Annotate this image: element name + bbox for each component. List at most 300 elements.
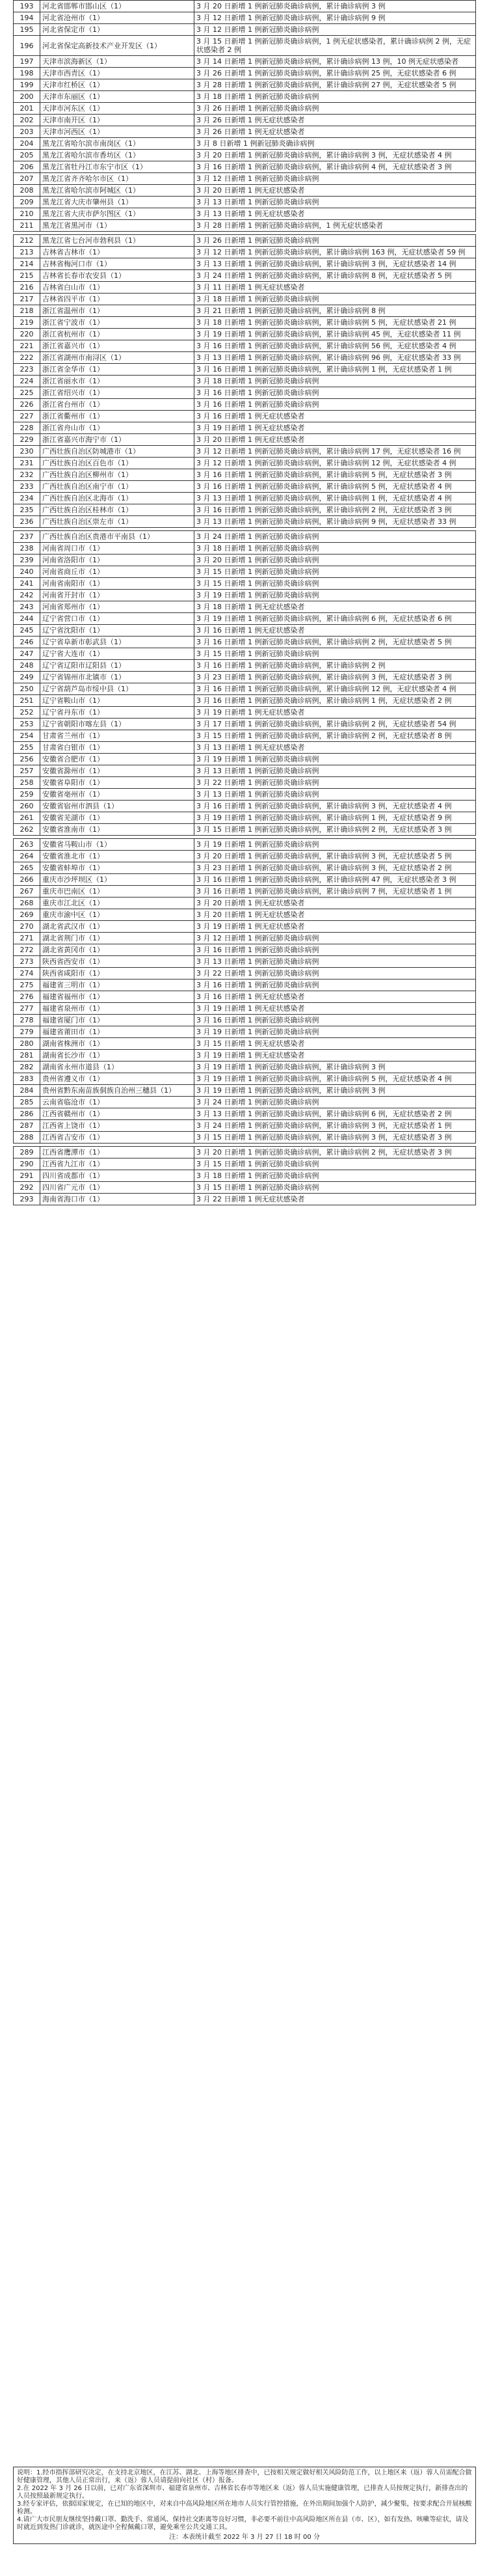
row-number-cell: 293 (14, 1194, 40, 1205)
case-note-cell: 3 月 8 日新增 1 例新冠肺炎确诊病例 (194, 138, 476, 150)
case-note-cell: 3 月 22 日新增 1 例新冠肺炎确诊病例 (194, 968, 476, 980)
table-row (14, 1158, 476, 1170)
case-note-cell: 3 月 19 日新增 1 例新冠肺炎确诊病例，累计确诊病例 45 例，无症状感染者 11 例 (194, 329, 476, 340)
row-number-cell: 235 (14, 504, 40, 516)
row-number-cell: 208 (14, 185, 40, 197)
row-number-cell: 207 (14, 173, 40, 185)
table-row (14, 504, 476, 516)
case-note-cell: 3 月 15 日新增 1 例新冠肺炎确诊病例 (194, 1158, 476, 1170)
risk-area-table (13, 1146, 476, 1205)
row-number-cell: 201 (14, 103, 40, 115)
table-row (14, 824, 476, 836)
case-note-cell: 3 月 19 日新增 1 例无症状感染者 (194, 422, 476, 434)
case-note-cell: 3 月 13 日新增 1 例无症状感染者 (194, 208, 476, 220)
note-line: 2.在 2022 年 3 月 26 日以前，已对广东省深圳市、福建省泉州市、吉林省长春市等地区来（返）蓉人员实施健康管理，已排查人员按规定执行，新排查出的人员按照最新规定执行。 (17, 2485, 468, 2500)
table-row (14, 874, 476, 886)
row-number-cell: 274 (14, 968, 40, 980)
note-line: 3.经专家评估，依据国家规定，在已知的地区中，对来自中高风险地区所在地市人员实行管控措施，在外出期间加强个人防护，减少聚集，按要求配合开展核酸检测。 (17, 2501, 472, 2515)
table-row (14, 329, 476, 340)
row-number-cell: 203 (14, 126, 40, 138)
row-number-cell: 275 (14, 980, 40, 991)
table-row (14, 235, 476, 247)
row-number-cell: 256 (14, 754, 40, 765)
case-note-cell: 3 月 19 日新增 1 例无症状感染者 (194, 1003, 476, 1015)
row-number-cell: 270 (14, 921, 40, 933)
case-note-cell: 3 月 15 日新增 1 例新冠肺炎确诊病例，累计确诊病例 2 例，无症状感染者 8 例 (194, 730, 476, 742)
table-row (14, 968, 476, 980)
case-note-cell: 3 月 20 日新增 1 例新冠肺炎确诊病例，累计确诊病例 3 例 (194, 1, 476, 12)
notes-lines (17, 2469, 472, 2532)
table-row (14, 660, 476, 672)
area-name-cell: 辽宁省朝阳市喀左县（1） (40, 719, 194, 730)
row-number-cell: 276 (14, 991, 40, 1003)
case-note-cell: 3 月 15 日新增 1 例新冠肺炎确诊病例 (194, 1182, 476, 1194)
row-number-cell: 262 (14, 824, 40, 836)
area-name-cell: 河北省邯郸市邯山区（1） (40, 1, 194, 12)
case-note-cell: 3 月 16 日新增 1 例新冠肺炎确诊病例 (194, 980, 476, 991)
row-number-cell: 279 (14, 1026, 40, 1038)
table-row (14, 1015, 476, 1026)
row-number-cell: 244 (14, 613, 40, 625)
area-name-cell: 湖北省武汉市（1） (40, 921, 194, 933)
row-number-cell: 217 (14, 294, 40, 305)
row-number-cell: 290 (14, 1158, 40, 1170)
table-row (14, 208, 476, 220)
row-number-cell: 284 (14, 1085, 40, 1097)
row-number-cell: 243 (14, 601, 40, 613)
row-number-cell: 242 (14, 590, 40, 601)
table-row (14, 956, 476, 968)
table-row (14, 247, 476, 258)
area-name-cell: 黑龙江省大庆市肇州县（1） (40, 197, 194, 208)
table-row (14, 1, 476, 12)
case-note-cell: 3 月 16 日新增 1 例新冠肺炎确诊病例，累计确诊病例 2 例，无症状感染者 5 例 (194, 637, 476, 648)
area-name-cell: 吉林省梅河口市（1） (40, 258, 194, 270)
case-note-cell: 3 月 16 日新增 1 例新冠肺炎确诊病例，累计确诊病例 1 例，无症状感染者 1 例 (194, 364, 476, 376)
row-number-cell: 254 (14, 730, 40, 742)
row-number-cell: 240 (14, 566, 40, 578)
table-row (14, 305, 476, 317)
row-number-cell: 238 (14, 543, 40, 555)
area-name-cell: 黑龙江省哈尔滨市香坊区（1） (40, 150, 194, 161)
case-note-cell: 3 月 19 日新增 1 例新冠肺炎确诊病例 (194, 839, 476, 851)
case-note-cell: 3 月 16 日新增 1 例新冠肺炎确诊病例，累计确诊病例 47 例，无症状感染者 3 例 (194, 874, 476, 886)
area-name-cell: 浙江省宁波市（1） (40, 317, 194, 329)
row-number-cell: 250 (14, 683, 40, 695)
row-number-cell: 281 (14, 1050, 40, 1062)
area-name-cell: 广西壮族自治区柳州市（1） (40, 469, 194, 481)
area-name-cell: 浙江省嘉兴市海宁市（1） (40, 434, 194, 446)
row-number-cell: 234 (14, 493, 40, 504)
area-name-cell: 天津市西青区（1） (40, 68, 194, 79)
area-name-cell: 安徽省滁州市（1） (40, 765, 194, 777)
table-row (14, 1120, 476, 1132)
area-name-cell: 福建省泉州市（1） (40, 1003, 194, 1015)
area-name-cell: 河北省保定市（1） (40, 24, 194, 36)
table-row (14, 376, 476, 387)
row-number-cell: 214 (14, 258, 40, 270)
row-number-cell: 255 (14, 742, 40, 754)
table-row (14, 839, 476, 851)
table-row (14, 754, 476, 765)
table-row (14, 1038, 476, 1050)
row-number-cell: 257 (14, 765, 40, 777)
table-row (14, 897, 476, 909)
area-name-cell: 安徽省亳州市（1） (40, 789, 194, 801)
row-number-cell: 239 (14, 555, 40, 566)
row-number-cell: 228 (14, 422, 40, 434)
case-note-cell: 3 月 24 日新增 1 例新冠肺炎确诊病例，累计确诊病例 8 例，无症状感染者 5 例 (194, 270, 476, 282)
case-note-cell: 3 月 20 日新增 1 例无症状感染者 (194, 185, 476, 197)
row-number-cell: 227 (14, 411, 40, 422)
table-row (14, 933, 476, 944)
case-note-cell: 3 月 24 日新增 1 例新冠肺炎确诊病例 (194, 531, 476, 543)
row-number-cell: 200 (14, 91, 40, 103)
row-number-cell: 251 (14, 695, 40, 707)
area-name-cell: 海南省海口市（1） (40, 1194, 194, 1205)
row-number-cell: 286 (14, 1108, 40, 1120)
table-block (13, 838, 476, 1144)
table-row (14, 270, 476, 282)
case-note-cell: 3 月 16 日新增 1 例新冠肺炎确诊病例，累计确诊病例 56 例，无症状感染者 4 例 (194, 340, 476, 352)
table-block (13, 530, 476, 836)
area-name-cell: 安徽省宿州市泗县（1） (40, 801, 194, 812)
area-name-cell: 四川省广元市（1） (40, 1182, 194, 1194)
case-note-cell: 3 月 19 日新增 1 例新冠肺炎确诊病例，累计确诊病例 1 例，无症状感染者 9 例 (194, 812, 476, 824)
case-note-cell: 3 月 18 日新增 1 例新冠肺炎确诊病例 (194, 1170, 476, 1182)
row-number-cell: 233 (14, 481, 40, 493)
case-note-cell: 3 月 15 日新增 1 例新冠肺炎确诊病例，累计确诊病例 3 例，无症状感染者 3 例 (194, 1132, 476, 1144)
case-note-cell: 3 月 16 日新增 1 例新冠肺炎确诊病例，累计确诊病例 7 例，无症状感染者 1 例 (194, 886, 476, 897)
table-row (14, 1147, 476, 1158)
case-note-cell: 3 月 19 日新增 1 例新冠肺炎确诊病例，累计确诊病例 5 例，无症状感染者 4 例 (194, 1073, 476, 1085)
row-number-cell: 249 (14, 672, 40, 683)
table-row (14, 317, 476, 329)
area-name-cell: 安徽省蚌埠市（1） (40, 862, 194, 874)
area-name-cell: 江西省九江市（1） (40, 1158, 194, 1170)
row-number-cell: 252 (14, 707, 40, 719)
table-row (14, 590, 476, 601)
area-name-cell: 安徽省芜湖市（1） (40, 812, 194, 824)
area-name-cell: 安徽省马鞍山市（1） (40, 839, 194, 851)
case-note-cell: 3 月 28 日新增 1 例新冠肺炎确诊病例，累计确诊病例 27 例，无症状感染者 5 例 (194, 79, 476, 91)
table-row (14, 862, 476, 874)
area-name-cell: 广西壮族自治区百色市（1） (40, 458, 194, 469)
table-row (14, 991, 476, 1003)
case-note-cell: 3 月 13 日新增 1 例新冠肺炎确诊病例 (194, 197, 476, 208)
table-row (14, 282, 476, 294)
area-name-cell: 辽宁省阜新市彰武县（1） (40, 637, 194, 648)
case-note-cell: 3 月 18 日新增 1 例新冠肺炎确诊病例 (194, 543, 476, 555)
area-name-cell: 辽宁省营口市（1） (40, 613, 194, 625)
row-number-cell: 258 (14, 777, 40, 789)
case-note-cell: 3 月 16 日新增 1 例新冠肺炎确诊病例 (194, 944, 476, 956)
area-name-cell: 浙江省温州市（1） (40, 305, 194, 317)
table-row (14, 765, 476, 777)
row-number-cell: 264 (14, 851, 40, 862)
table-row (14, 1097, 476, 1108)
case-note-cell: 3 月 13 日新增 1 例新冠肺炎确诊病例，累计确诊病例 9 例，无症状感染者 33 例 (194, 516, 476, 528)
table-row (14, 543, 476, 555)
area-name-cell: 重庆市沙坪坝区（1） (40, 874, 194, 886)
table-row (14, 730, 476, 742)
table-row (14, 566, 476, 578)
table-row (14, 1026, 476, 1038)
area-name-cell: 重庆市江北区（1） (40, 897, 194, 909)
case-note-cell: 3 月 19 日新增 1 例新冠肺炎确诊病例 (194, 1026, 476, 1038)
case-note-cell: 3 月 11 日新增 1 例无症状感染者 (194, 282, 476, 294)
area-name-cell: 四川省成都市（1） (40, 1170, 194, 1182)
case-note-cell: 3 月 23 日新增 1 例新冠肺炎确诊病例，累计确诊病例 3 例，无症状感染者 2 例 (194, 862, 476, 874)
table-row (14, 197, 476, 208)
row-number-cell: 283 (14, 1073, 40, 1085)
table-row (14, 578, 476, 590)
row-number-cell: 224 (14, 376, 40, 387)
risk-area-tables (13, 0, 476, 1208)
table-row (14, 531, 476, 543)
table-row (14, 625, 476, 637)
row-number-cell: 269 (14, 909, 40, 921)
row-number-cell: 273 (14, 956, 40, 968)
case-note-cell: 3 月 15 日新增 1 例无症状感染者 (194, 1038, 476, 1050)
area-name-cell: 黑龙江省黑河市（1） (40, 220, 194, 232)
case-note-cell: 3 月 19 日新增 1 例新冠肺炎确诊病例 (194, 754, 476, 765)
area-name-cell: 黑龙江省哈尔滨市阿城区（1） (40, 185, 194, 197)
row-number-cell: 205 (14, 150, 40, 161)
area-name-cell: 浙江省杭州市（1） (40, 329, 194, 340)
row-number-cell: 219 (14, 317, 40, 329)
table-row (14, 648, 476, 660)
table-row (14, 1108, 476, 1120)
table-row (14, 719, 476, 730)
row-number-cell: 266 (14, 874, 40, 886)
row-number-cell: 237 (14, 531, 40, 543)
case-note-cell: 3 月 13 日新增 1 例新冠肺炎确诊病例 (194, 789, 476, 801)
case-note-cell: 3 月 13 日新增 1 例新冠肺炎确诊病例，累计确诊病例 3 例，无症状感染者 14 例 (194, 258, 476, 270)
row-number-cell: 236 (14, 516, 40, 528)
table-row (14, 695, 476, 707)
row-number-cell: 223 (14, 364, 40, 376)
note-line: 说明：1.经市指挥部研究决定，在支持北京地区，在江苏、湖北、上海等地区排查中，已按相关规定做好相关风险防范工作，以上地区来（返）蓉人员需配合做好健康管理，其他人员正常出行，来（返）蓉人员请提前向社区（村）报备。 (17, 2469, 472, 2484)
table-row (14, 789, 476, 801)
table-row (14, 126, 476, 138)
case-note-cell: 3 月 16 日新增 1 例新冠肺炎确诊病例 (194, 387, 476, 399)
case-note-cell: 3 月 15 日新增 1 例新冠肺炎确诊病例，累计确诊病例 2 例，无症状感染者 3 例 (194, 824, 476, 836)
case-note-cell: 3 月 26 日新增 1 例新冠肺炎确诊病例，累计确诊病例 25 例，无症状感染者 6 例 (194, 68, 476, 79)
case-note-cell: 3 月 20 日新增 1 例新冠肺炎确诊病例，累计确诊病例 2 例，无症状感染者 3 例 (194, 1147, 476, 1158)
row-number-cell: 245 (14, 625, 40, 637)
area-name-cell: 天津市东丽区（1） (40, 91, 194, 103)
case-note-cell: 3 月 22 日新增 1 例新冠肺炎确诊病例 (194, 777, 476, 789)
table-row (14, 851, 476, 862)
area-name-cell: 黑龙江省大庆市萨尔图区（1） (40, 208, 194, 220)
area-name-cell: 辽宁省葫芦岛市绥中县（1） (40, 683, 194, 695)
row-number-cell: 291 (14, 1170, 40, 1182)
table-row (14, 777, 476, 789)
table-row (14, 220, 476, 232)
table-row (14, 493, 476, 504)
row-number-cell: 232 (14, 469, 40, 481)
area-name-cell: 贵州省遵义市（1） (40, 1073, 194, 1085)
case-note-cell: 3 月 18 日新增 1 例新冠肺炎确诊病例 (194, 294, 476, 305)
row-number-cell: 289 (14, 1147, 40, 1158)
case-note-cell: 3 月 16 日新增 1 例无症状感染者 (194, 411, 476, 422)
table-row (14, 516, 476, 528)
case-note-cell: 3 月 12 日新增 1 例新冠肺炎确诊病例，累计确诊病例 17 例，无症状感染者 16 例 (194, 446, 476, 458)
area-name-cell: 福建省三明市（1） (40, 980, 194, 991)
table-row (14, 340, 476, 352)
table-row (14, 1182, 476, 1194)
area-name-cell: 广西壮族自治区桂林市（1） (40, 504, 194, 516)
area-name-cell: 天津市河西区（1） (40, 126, 194, 138)
area-name-cell: 河北省沧州市（1） (40, 12, 194, 24)
table-row (14, 36, 476, 56)
table-row (14, 294, 476, 305)
case-note-cell: 3 月 17 日新增 1 例新冠肺炎确诊病例，累计确诊病例 2 例，无症状感染者 54 例 (194, 719, 476, 730)
table-row (14, 387, 476, 399)
area-name-cell: 天津市南开区（1） (40, 115, 194, 126)
row-number-cell: 198 (14, 68, 40, 79)
row-number-cell: 216 (14, 282, 40, 294)
row-number-cell: 268 (14, 897, 40, 909)
case-note-cell: 3 月 16 日新增 1 例无症状感染者 (194, 991, 476, 1003)
area-name-cell: 安徽省淮北市（1） (40, 851, 194, 862)
row-number-cell: 260 (14, 801, 40, 812)
area-name-cell: 河南省周口市（1） (40, 543, 194, 555)
area-name-cell: 吉林省长春市农安县（1） (40, 270, 194, 282)
table-row (14, 683, 476, 695)
row-number-cell: 246 (14, 637, 40, 648)
table-row (14, 115, 476, 126)
row-number-cell: 285 (14, 1097, 40, 1108)
area-name-cell: 辽宁省辽阳市辽阳县（1） (40, 660, 194, 672)
case-note-cell: 3 月 26 日新增 1 例无症状感染者 (194, 115, 476, 126)
table-row (14, 886, 476, 897)
case-note-cell: 3 月 16 日新增 1 例无症状感染者 (194, 625, 476, 637)
table-row (14, 103, 476, 115)
table-row (14, 434, 476, 446)
case-note-cell: 3 月 21 日新增 1 例新冠肺炎确诊病例，累计确诊病例 8 例 (194, 305, 476, 317)
table-row (14, 1073, 476, 1085)
area-name-cell: 陕西省西安市（1） (40, 956, 194, 968)
area-name-cell: 吉林省四平市（1） (40, 294, 194, 305)
case-note-cell: 3 月 16 日新增 1 例新冠肺炎确诊病例，累计确诊病例 1 例，无症状感染者 2 例 (194, 695, 476, 707)
table-row (14, 458, 476, 469)
area-name-cell: 福建省福州市（1） (40, 991, 194, 1003)
risk-area-table (13, 838, 476, 1144)
table-row (14, 161, 476, 173)
case-note-cell: 3 月 23 日新增 1 例新冠肺炎确诊病例，累计确诊病例 3 例，无症状感染者 3 例 (194, 672, 476, 683)
case-note-cell: 3 月 15 日新增 1 例新冠肺炎确诊病例，1 例无症状感染者，累计确诊病例 2 例，无症状感染者 2 例 (194, 36, 476, 56)
table-row (14, 399, 476, 411)
area-name-cell: 重庆市渝中区（1） (40, 909, 194, 921)
row-number-cell: 212 (14, 235, 40, 247)
area-name-cell: 陕西省咸阳市（1） (40, 968, 194, 980)
case-note-cell: 3 月 16 日新增 1 例新冠肺炎确诊病例，累计确诊病例 5 例，无症状感染者 4 例 (194, 481, 476, 493)
case-note-cell: 3 月 15 日新增 1 例新冠肺炎确诊病例 (194, 648, 476, 660)
table-row (14, 56, 476, 68)
area-name-cell: 河南省郑州市（1） (40, 601, 194, 613)
case-note-cell: 3 月 12 日新增 1 例新冠肺炎确诊病例 (194, 173, 476, 185)
area-name-cell: 河南省洛阳市（1） (40, 555, 194, 566)
risk-area-table (13, 530, 476, 836)
table-row (14, 1170, 476, 1182)
case-note-cell: 3 月 16 日新增 1 例新冠肺炎确诊病例 (194, 1015, 476, 1026)
table-row (14, 91, 476, 103)
table-row (14, 150, 476, 161)
case-note-cell: 3 月 18 日新增 1 例无症状感染者 (194, 601, 476, 613)
case-note-cell: 3 月 28 日新增 1 例新冠肺炎确诊病例，1 例无症状感染者 (194, 220, 476, 232)
table-block (13, 0, 476, 232)
area-name-cell: 天津市红桥区（1） (40, 79, 194, 91)
area-name-cell: 浙江省衢州市（1） (40, 411, 194, 422)
case-note-cell: 3 月 24 日新增 1 例新冠肺炎确诊病例，累计确诊病例 3 例，无症状感染者 1 例 (194, 1120, 476, 1132)
table-row (14, 812, 476, 824)
area-name-cell: 黑龙江省齐齐哈尔市区（1） (40, 173, 194, 185)
row-number-cell: 292 (14, 1182, 40, 1194)
table-row (14, 12, 476, 24)
area-name-cell: 江西省吉安市（1） (40, 1132, 194, 1144)
table-row (14, 707, 476, 719)
table-row (14, 921, 476, 933)
area-name-cell: 湖南省长沙市（1） (40, 1050, 194, 1062)
table-row (14, 1085, 476, 1097)
case-note-cell: 3 月 20 日新增 1 例新冠肺炎确诊病例 (194, 555, 476, 566)
table-block (13, 1146, 476, 1205)
case-note-cell: 3 月 16 日新增 1 例新冠肺炎确诊病例，累计确诊病例 4 例，无症状感染者 3 例 (194, 161, 476, 173)
table-row (14, 1194, 476, 1205)
case-note-cell: 3 月 16 日新增 1 例新冠肺炎确诊病例，累计确诊病例 5 例，无症状感染者 3 例 (194, 469, 476, 481)
table-row (14, 352, 476, 364)
table-row (14, 801, 476, 812)
case-note-cell: 3 月 19 日新增 1 例无症状感染者 (194, 1050, 476, 1062)
case-note-cell: 3 月 24 日新增 1 例新冠肺炎确诊病例 (194, 1097, 476, 1108)
table-row (14, 1050, 476, 1062)
row-number-cell: 287 (14, 1120, 40, 1132)
table-row (14, 944, 476, 956)
row-number-cell: 218 (14, 305, 40, 317)
row-number-cell: 230 (14, 446, 40, 458)
area-name-cell: 广西壮族自治区贵港市平南县（1） (40, 531, 194, 543)
table-row (14, 637, 476, 648)
case-note-cell: 3 月 20 日新增 1 例新冠肺炎确诊病例，累计确诊病例 3 例，无症状感染者 5 例 (194, 851, 476, 862)
case-note-cell: 3 月 16 日新增 1 例新冠肺炎确诊病例 (194, 399, 476, 411)
area-name-cell: 重庆市巴南区（1） (40, 886, 194, 897)
area-name-cell: 广西壮族自治区崇左市（1） (40, 516, 194, 528)
area-name-cell: 江西省鹰潭市（1） (40, 1147, 194, 1158)
table-row (14, 422, 476, 434)
case-note-cell: 3 月 20 日新增 1 例新冠肺炎确诊病例，累计确诊病例 3 例，无症状感染者 4 例 (194, 150, 476, 161)
case-note-cell: 3 月 19 日新增 1 例无症状感染者 (194, 921, 476, 933)
case-note-cell: 3 月 13 日新增 1 例新冠肺炎确诊病例，累计确诊病例 1 例，无症状感染者 4 例 (194, 493, 476, 504)
case-note-cell: 3 月 20 日新增 1 例无症状感染者 (194, 897, 476, 909)
table-row (14, 1003, 476, 1015)
area-name-cell: 河南省南阳市（1） (40, 578, 194, 590)
case-note-cell: 3 月 26 日新增 1 例无症状感染者 (194, 126, 476, 138)
case-note-cell: 3 月 12 日新增 1 例新冠肺炎确诊病例 (194, 24, 476, 36)
row-number-cell: 278 (14, 1015, 40, 1026)
table-row (14, 555, 476, 566)
area-name-cell: 黑龙江省七台河市勃利县（1） (40, 235, 194, 247)
row-number-cell: 265 (14, 862, 40, 874)
area-name-cell: 河南省商丘市（1） (40, 566, 194, 578)
area-name-cell: 贵州省黔东南苗族侗族自治州三穗县（1） (40, 1085, 194, 1097)
row-number-cell: 204 (14, 138, 40, 150)
row-number-cell: 272 (14, 944, 40, 956)
area-name-cell: 黑龙江省哈尔滨市南岗区（1） (40, 138, 194, 150)
case-note-cell: 3 月 12 日新增 1 例新冠肺炎确诊病例，累计确诊病例 163 例，无症状感染者 59 例 (194, 247, 476, 258)
case-note-cell: 3 月 19 日新增 1 例新冠肺炎确诊病例，累计确诊病例 6 例，无症状感染者 6 例 (194, 613, 476, 625)
